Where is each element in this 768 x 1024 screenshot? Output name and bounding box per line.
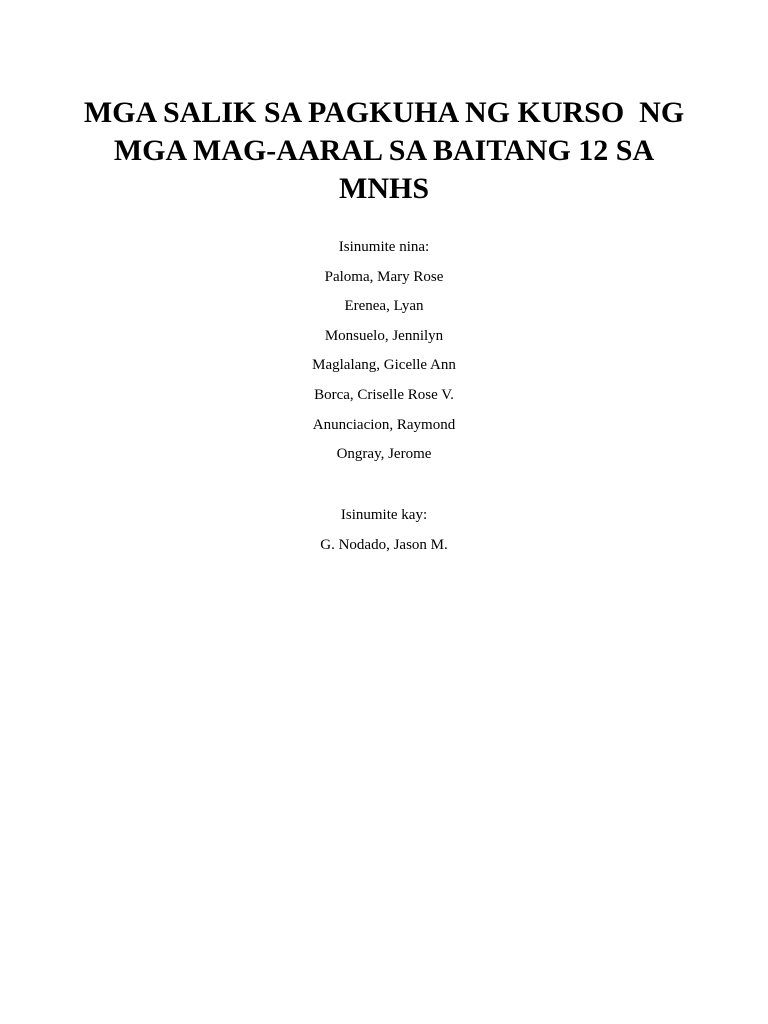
author-name: Anunciacion, Raymond: [312, 416, 456, 433]
author-name: Ongray, Jerome: [336, 446, 432, 463]
submitted-by-label: Isinumite nina:: [338, 239, 430, 255]
submitted-to-label: Isinumite kay:: [340, 507, 428, 523]
author-name: Borca, Criselle Rose V.: [314, 386, 454, 403]
title-line-3: MNHS: [339, 172, 429, 205]
author-name: Maglalang, Gicelle Ann: [312, 357, 456, 374]
author-name: Erenea, Lyan: [344, 298, 424, 315]
document-title: [60, 94, 708, 208]
title-line-2: MGA MAG-AARAL SA BAITANG 12 SA: [113, 134, 655, 167]
author-name: Paloma, Mary Rose: [324, 268, 444, 285]
adviser-name: G. Nodado, Jason M.: [320, 536, 448, 553]
author-name: Monsuelo, Jennilyn: [324, 327, 444, 344]
submitted-to-section: [84, 505, 684, 564]
submitted-by-section: [84, 237, 684, 474]
title-line-1: MGA SALIK SA PAGKUHA NG KURSO NG: [83, 96, 685, 129]
